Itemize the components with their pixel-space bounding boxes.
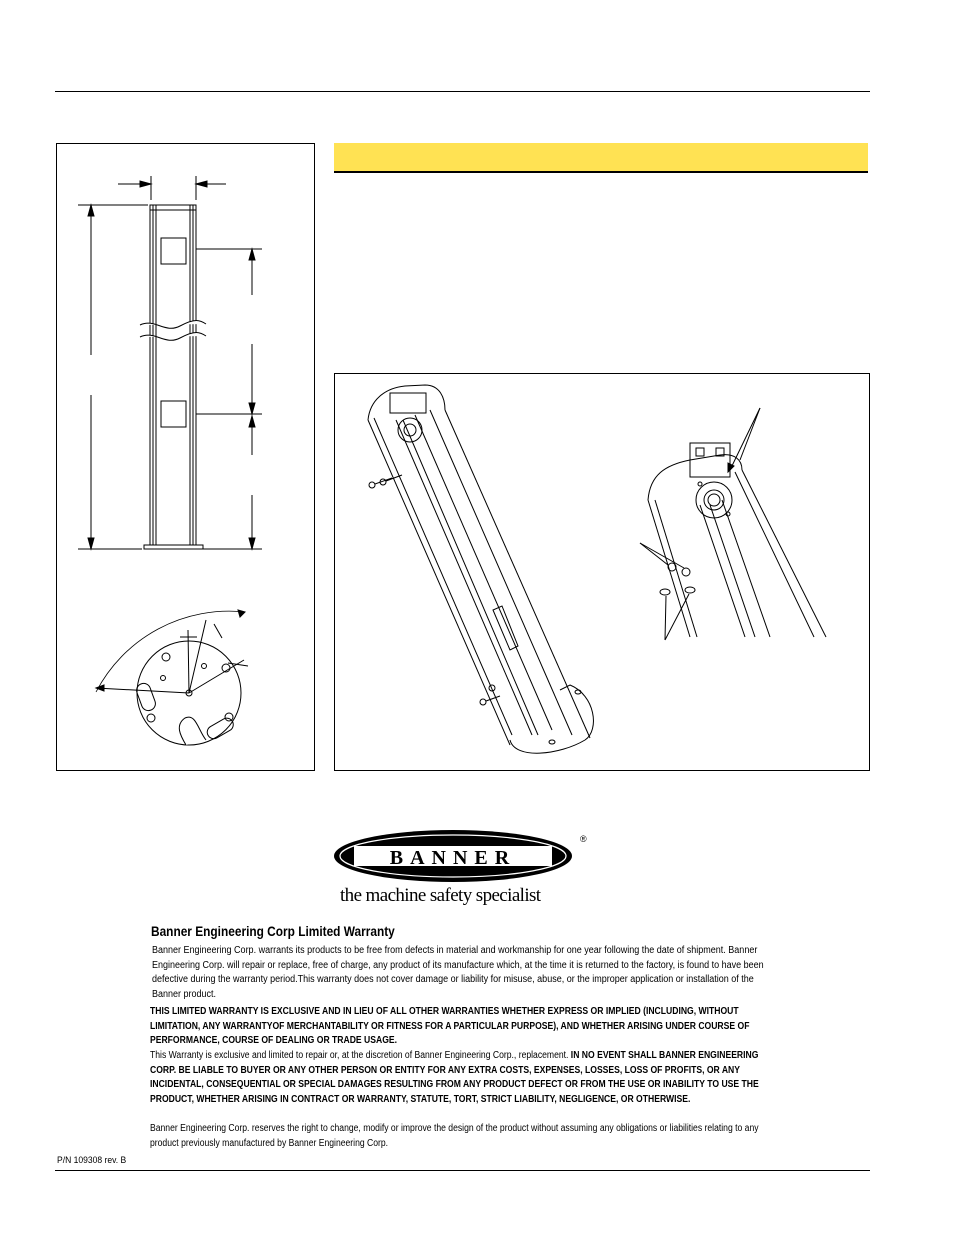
column-assembly-drawing	[368, 385, 593, 753]
banner-logo-text: BANNER	[389, 847, 517, 869]
warranty-paragraph-4: Banner Engineering Corp. reserves the right to change, modify or improve the design of the product without assuming any obligations or liabilities relating to any product previously manufactured by Banner Engineering Corp.	[150, 1123, 759, 1149]
base-plate-plan-drawing	[96, 610, 248, 745]
column-elevation-drawing	[78, 176, 262, 549]
warranty-paragraph-2: THIS LIMITED WARRANTY IS EXCLUSIVE AND IN LIEU OF ALL OTHER WARRANTIES WHETHER EXPRESS OR IMPLIED (INCLUDING, WITHOUT LIMITATION, ANY WARRANTYOF MERCHANTABILITY OR FITNESS FOR A PARTICULAR PURPOSE), AND WHETHER ARISING UNDER COURSE OF PERFORMANCE, COURSE OF DEALING OR TRADE USAGE.	[150, 1006, 750, 1046]
column-detail-drawing	[640, 408, 826, 640]
warranty-paragraph-1: Banner Engineering Corp. warrants its products to be free from defects in material and workmanship for one year following the date of shipment. Banner Engineering Corp. will repair or replace, free of charge, any product of its manufacture which, at the time it is returned to the factory, is found to have been defective during the warranty period.This warranty does not cover damage or liability for misuse, abuse, or the improper application or installation of the Banner product.	[152, 945, 764, 1000]
warranty-title: Banner Engineering Corp Limited Warranty	[151, 924, 395, 939]
registered-trademark-mark: ®	[580, 834, 587, 844]
part-number: P/N 109308 rev. B	[57, 1155, 127, 1166]
warranty-paragraph-3-bold: IN NO EVENT SHALL BANNER ENGINEERING CORP. BE LIABLE TO BUYER OR ANY OTHER PERSON OR ENTITY FOR ANY EXTRA COSTS, EXPENSES, LOSSES, LOSS OF PROFITS, OR ANY INCIDENTAL, CONSEQUENTIAL OR SPECIAL DAMAGES RESULTING FROM ANY PRODUCT DEFECT OR FROM THE USE OR INABILITY TO USE THE PRODUCT, WHETHER ARISING IN CONTRACT OR WARRANTY, STATUTE, TORT, STRICT LIABILITY, NEGLIGENCE, OR OTHERWISE.	[150, 1050, 759, 1105]
brand-tagline: the machine safety specialist	[340, 885, 541, 906]
warranty-paragraph-3	[150, 1049, 769, 1107]
warranty-paragraph-3-normal: This Warranty is exclusive and limited to repair or, at the discretion of Banner Engineering Corp., replacement.	[150, 1050, 571, 1061]
banner-logo-oval	[332, 828, 592, 888]
